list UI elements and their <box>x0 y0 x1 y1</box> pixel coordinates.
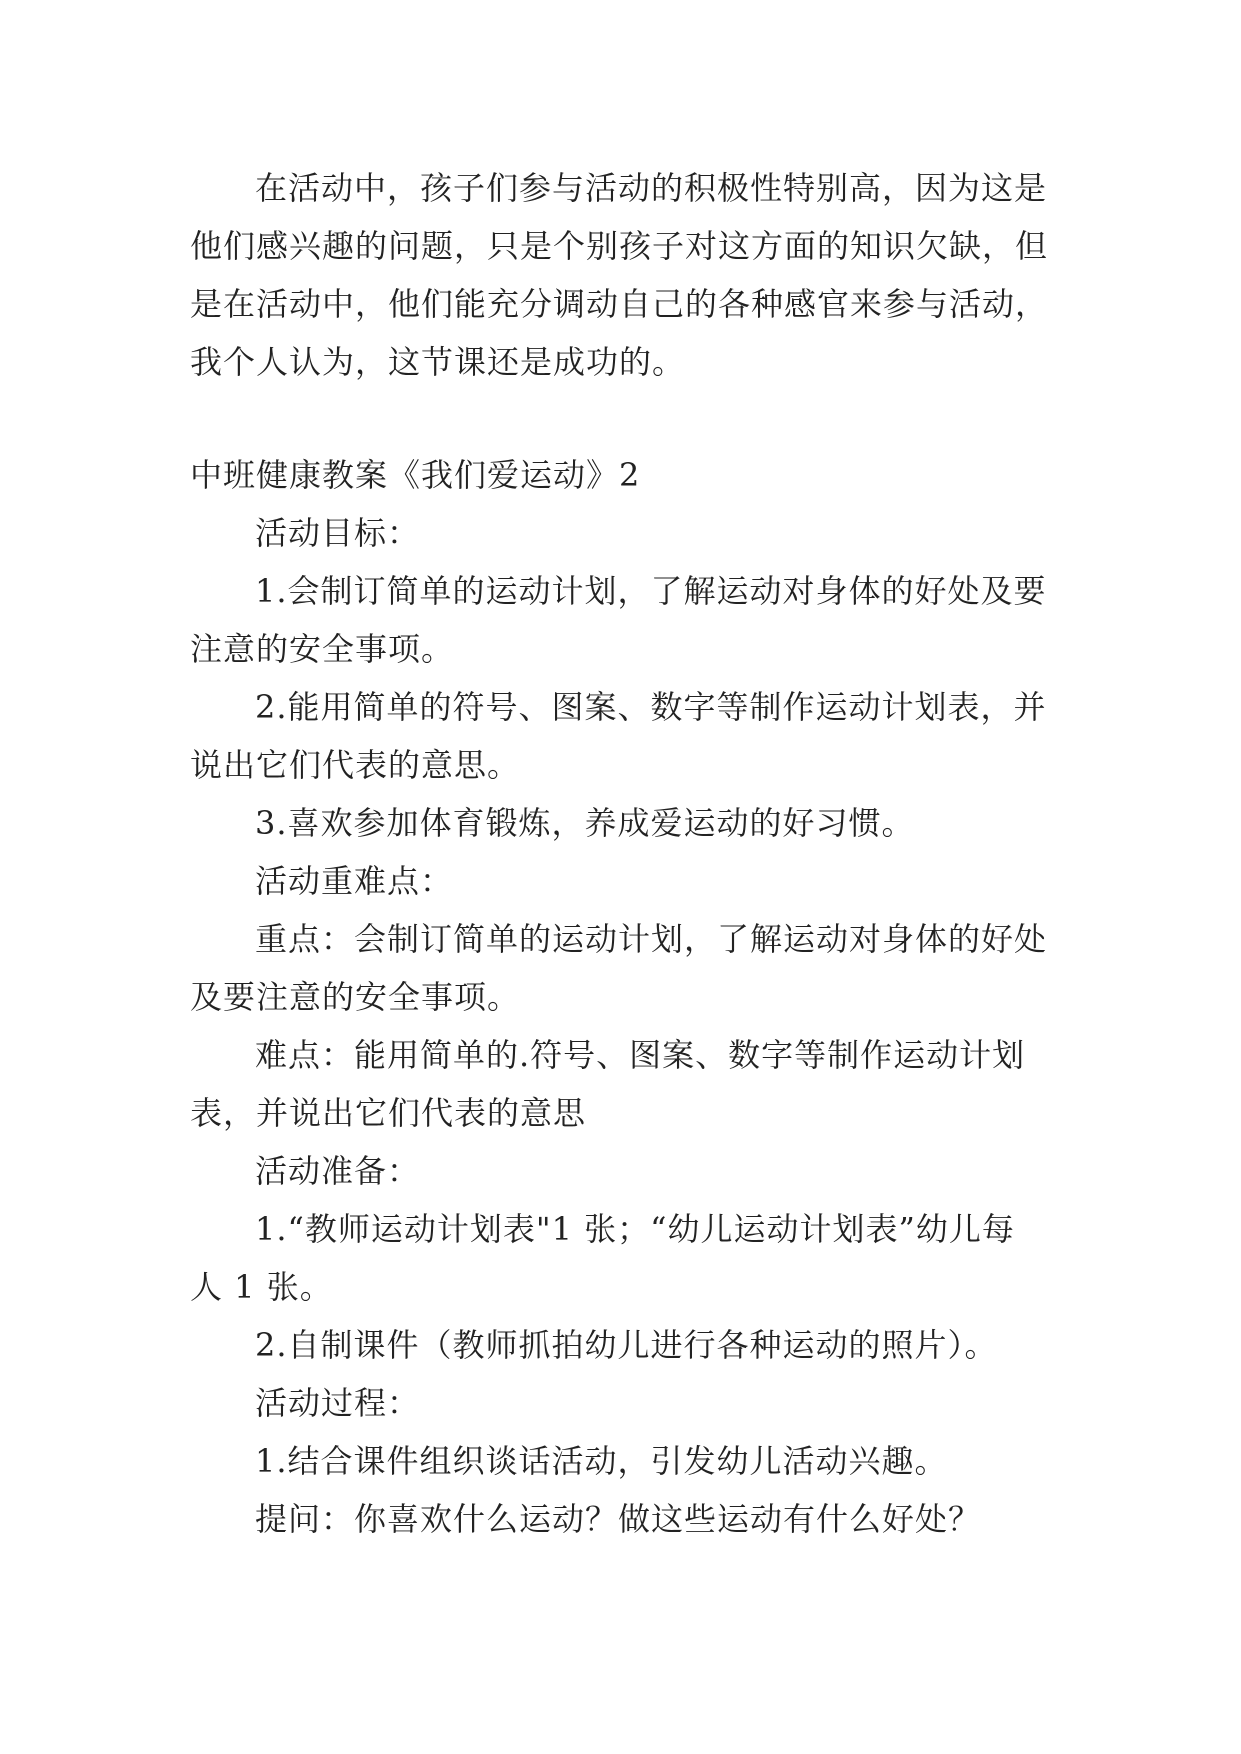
key-point-line: 重点：会制订简单的运动计划，了解运动对身体的好处 <box>255 920 1048 958</box>
heading-key-points: 活动重难点： <box>255 862 454 900</box>
paragraph-line: 我个人认为，这节课还是成功的。 <box>190 343 686 381</box>
objective-line: 说出它们代表的意思。 <box>190 746 521 784</box>
difficulty-line: 难点：能用简单的.符号、图案、数字等制作运动计划 <box>255 1036 1026 1074</box>
key-point-line: 及要注意的安全事项。 <box>190 978 521 1016</box>
preparation-line: 人 1 张。 <box>190 1268 333 1306</box>
difficulty-line: 表，并说出它们代表的意思 <box>190 1094 587 1132</box>
heading-preparation: 活动准备： <box>255 1152 421 1190</box>
preparation-line: 1.“教师运动计划表"1 张；“幼儿运动计划表”幼儿每 <box>255 1210 1015 1248</box>
heading-process: 活动过程： <box>255 1384 421 1422</box>
paragraph-line: 是在活动中，他们能充分调动自己的各种感官来参与活动， <box>190 285 1049 323</box>
process-line: 提问：你喜欢什么运动？做这些运动有什么好处？ <box>255 1500 982 1538</box>
heading-objectives: 活动目标： <box>255 514 421 552</box>
process-line: 1.结合课件组织谈话活动，引发幼儿活动兴趣。 <box>255 1442 948 1480</box>
preparation-line: 2.自制课件（教师抓拍幼儿进行各种运动的照片）。 <box>255 1326 998 1364</box>
paragraph-line: 在活动中，孩子们参与活动的积极性特别高，因为这是 <box>255 169 1048 207</box>
objective-line: 2.能用简单的符号、图案、数字等制作运动计划表，并 <box>255 688 1047 726</box>
objective-line: 1.会制订简单的运动计划，了解运动对身体的好处及要 <box>255 572 1047 610</box>
paragraph-line: 他们感兴趣的问题，只是个别孩子对这方面的知识欠缺，但 <box>190 227 1049 265</box>
section-title: 中班健康教案《我们爱运动》2 <box>190 456 641 494</box>
objective-line: 注意的安全事项。 <box>190 630 455 668</box>
objective-line: 3.喜欢参加体育锻炼，养成爱运动的好习惯。 <box>255 804 915 842</box>
